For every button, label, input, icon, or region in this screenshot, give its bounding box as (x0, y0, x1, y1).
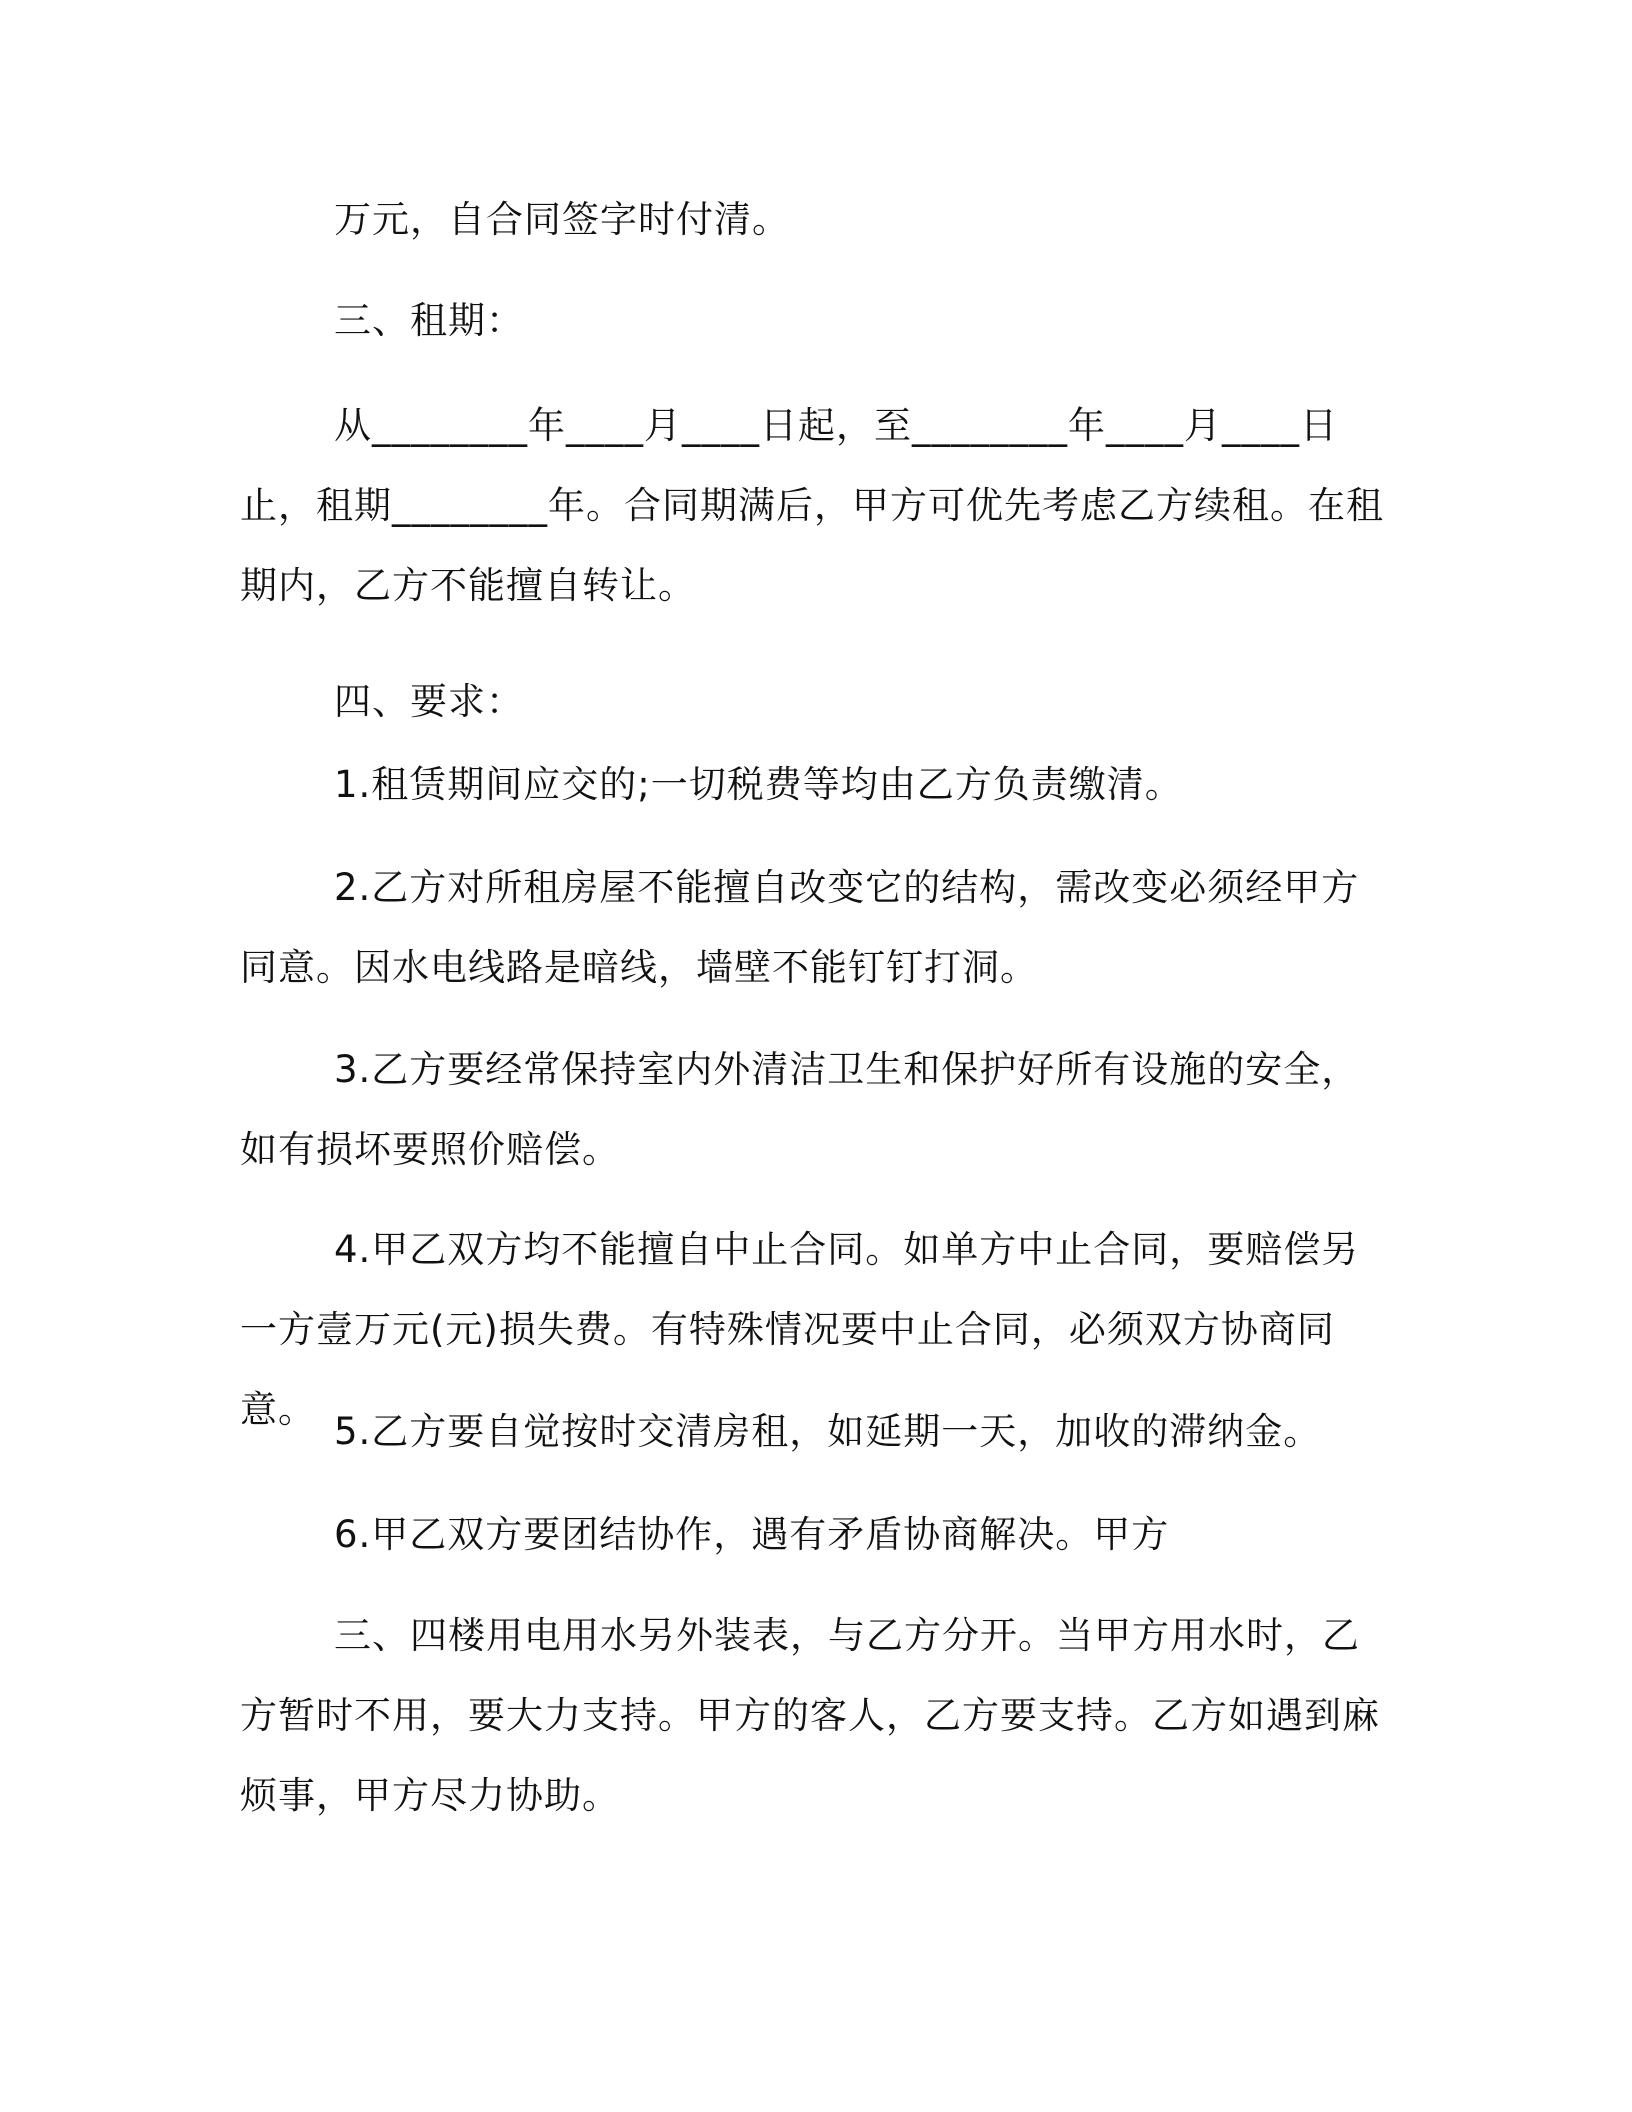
paragraph-payment-clause: 万元，自合同签字时付清。 (334, 198, 790, 241)
requirement-item-4: 4.甲乙双方均不能擅自中止合同。如单方中止合同，要赔偿另一方壹万元(元)损失费。有特殊情况要中止合同，必须双方协商同意。 (240, 1228, 1360, 1431)
requirement-item-6: 6.甲乙双方要团结协作，遇有矛盾协商解决。甲方 (334, 1513, 1170, 1556)
document-page (240, 0, 1392, 2112)
requirement-item-3: 3.乙方要经常保持室内外清洁卫生和保护好所有设施的安全，如有损坏要照价赔偿。 (240, 1048, 1360, 1171)
requirement-item-5: 5.乙方要自觉按时交清房租，如延期一天，加收的滞纳金。 (334, 1410, 1322, 1453)
paragraph-utilities: 三、四楼用电用水另外装表，与乙方分开。当甲方用水时，乙方暂时不用，要大力支持。甲方的客人，乙方要支持。乙方如遇到麻烦事，甲方尽力协助。 (240, 1614, 1380, 1817)
requirement-item-2: 2.乙方对所租房屋不能擅自改变它的结构，需改变必须经甲方同意。因水电线路是暗线，墙壁不能钉钉打洞。 (240, 866, 1360, 989)
section-heading-requirements: 四、要求： (334, 680, 524, 723)
requirement-item-1: 1.租赁期间应交的;一切税费等均由乙方负责缴清。 (334, 763, 1183, 806)
section-heading-term: 三、租期： (334, 299, 524, 342)
paragraph-lease-term: 从________年____月____日起，至________年____月____日止，租期________年。合同期满后，甲方可优先考虑乙方续租。在租期内，乙方不能擅自转让。 (240, 404, 1384, 607)
